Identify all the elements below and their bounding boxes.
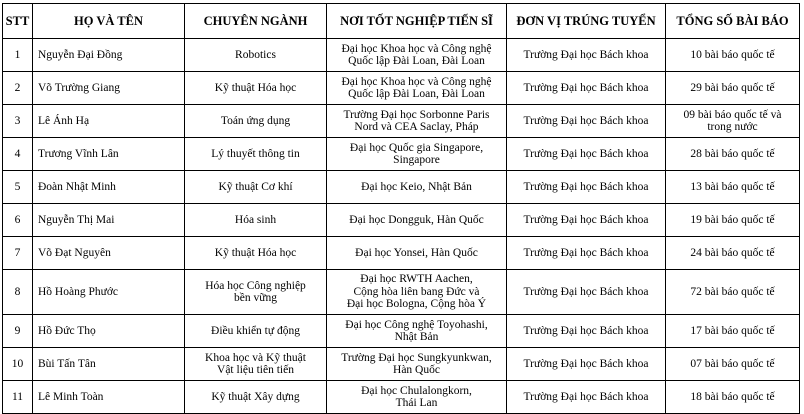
cell-papers-line: 24 bài báo quốc tế [690,246,775,259]
cell-phd-place-line: Đại học Chulalongkorn, [361,384,472,397]
cell-phd-place-line: Đại học Công nghệ Toyohashi, [345,318,488,331]
cell-phd-place-line: Đại học RWTH Aachen, [360,273,473,286]
cell-name: Trương Vĩnh Lân [33,138,185,171]
cell-phd-place-line: Đại học Quốc gia Singapore, [349,141,484,154]
cell-papers [666,315,800,348]
cell-name: Võ Trường Giang [33,72,185,105]
table-row [3,381,800,414]
cell-phd-place [327,105,507,138]
cell-stt: 3 [3,105,33,138]
cell-papers-line: 72 bài báo quốc tế [690,285,775,298]
table-row [3,39,800,72]
cell-major-line: Kỹ thuật Cơ khí [218,180,293,193]
table-row [3,171,800,204]
cell-unit: Trường Đại học Bách khoa [507,72,666,105]
cell-name: Nguyễn Đại Đồng [33,39,185,72]
table-body [3,39,800,414]
header-phd-place: NƠI TỐT NGHIỆP TIẾN SĨ [327,4,507,39]
cell-major [185,171,327,204]
cell-stt: 6 [3,204,33,237]
table-row [3,237,800,270]
cell-major [185,138,327,171]
cell-phd-place-line: Đại học Khoa học và Công nghệ [341,75,492,88]
table-row [3,348,800,381]
cell-major-line: Toán ứng dụng [220,114,291,127]
cell-phd-place [327,381,507,414]
cell-major [185,348,327,381]
cell-major-line: bền vững [234,292,277,304]
cell-papers [666,237,800,270]
cell-name: Võ Đạt Nguyên [33,237,185,270]
cell-major-line: Lý thuyết thông tin [211,147,300,160]
cell-stt: 7 [3,237,33,270]
table-row [3,138,800,171]
cell-stt: 4 [3,138,33,171]
cell-phd-place [327,315,507,348]
cell-phd-place-line: Đại học Dongguk, Hàn Quốc [349,213,484,226]
cell-unit: Trường Đại học Bách khoa [507,270,666,315]
cell-stt: 5 [3,171,33,204]
cell-phd-place [327,138,507,171]
cell-unit: Trường Đại học Bách khoa [507,138,666,171]
cell-phd-place-line: Quốc lập Đài Loan, Đài Loan [348,88,485,100]
cell-unit: Trường Đại học Bách khoa [507,39,666,72]
cell-papers-line: 09 bài báo quốc tế và [683,108,782,121]
cell-stt: 11 [3,381,33,414]
cell-major-line: Kỹ thuật Xây dựng [211,390,300,403]
cell-phd-place [327,204,507,237]
cell-major [185,105,327,138]
table-row [3,204,800,237]
cell-papers-line: 18 bài báo quốc tế [690,390,775,403]
cell-major [185,39,327,72]
cell-name: Hồ Hoàng Phước [33,270,185,315]
cell-phd-place-line: Trường Đại học Sungkyunkwan, [341,351,492,364]
cell-papers-line: 28 bài báo quốc tế [690,147,775,160]
cell-phd-place-line: Đại học Keio, Nhật Bản [361,180,472,193]
cell-papers [666,270,800,315]
cell-papers [666,204,800,237]
cell-phd-place [327,72,507,105]
table-row [3,105,800,138]
cell-major [185,72,327,105]
cell-papers [666,39,800,72]
cell-stt: 10 [3,348,33,381]
cell-papers-line: 29 bài báo quốc tế [690,81,775,94]
cell-papers [666,381,800,414]
cell-phd-place-line: Nhật Bản [394,331,439,343]
header-row [3,4,800,39]
cell-major-line: Hóa học Công nghiệp [205,279,306,292]
table-row [3,72,800,105]
cell-major [185,204,327,237]
cell-major-line: Robotics [235,48,276,61]
header-name: HỌ VÀ TÊN [33,4,185,39]
cell-major-line: Kỹ thuật Hóa học [214,81,297,94]
cell-major-line: Khoa học và Kỹ thuật [205,351,306,364]
cell-papers-line: 13 bài báo quốc tế [690,180,775,193]
cell-papers-line: 07 bài báo quốc tế [690,357,775,370]
researchers-table [2,3,800,414]
cell-major-line: Vật liệu tiên tiến [217,364,294,376]
cell-major [185,315,327,348]
cell-phd-place-line: Nord và CEA Saclay, Pháp [354,121,479,133]
cell-unit: Trường Đại học Bách khoa [507,381,666,414]
cell-unit: Trường Đại học Bách khoa [507,204,666,237]
cell-stt: 1 [3,39,33,72]
header-papers: TỔNG SỐ BÀI BÁO [666,4,800,39]
header-major: CHUYÊN NGÀNH [185,4,327,39]
cell-major [185,381,327,414]
cell-stt: 2 [3,72,33,105]
cell-papers-line: 10 bài báo quốc tế [690,48,775,61]
cell-unit: Trường Đại học Bách khoa [507,348,666,381]
cell-major-line: Hóa sinh [234,213,277,226]
cell-phd-place-line: Thái Lan [395,397,438,409]
cell-major [185,270,327,315]
cell-name: Đoàn Nhật Minh [33,171,185,204]
cell-phd-place-line: Singapore [393,154,440,166]
cell-phd-place-line: Hàn Quốc [393,364,440,376]
header-unit: ĐƠN VỊ TRÚNG TUYỂN [507,4,666,39]
cell-name: Nguyễn Thị Mai [33,204,185,237]
cell-unit: Trường Đại học Bách khoa [507,315,666,348]
cell-papers [666,138,800,171]
cell-unit: Trường Đại học Bách khoa [507,105,666,138]
cell-papers-line: trong nước [707,121,758,133]
cell-phd-place [327,171,507,204]
cell-phd-place-line: Đại học Yonsei, Hàn Quốc [355,246,478,259]
cell-phd-place [327,39,507,72]
table-row [3,270,800,315]
cell-major [185,237,327,270]
table-row [3,315,800,348]
cell-name: Bùi Tấn Tân [33,348,185,381]
cell-phd-place [327,348,507,381]
cell-papers [666,105,800,138]
cell-name: Lê Ánh Hạ [33,105,185,138]
cell-papers [666,72,800,105]
cell-papers [666,348,800,381]
cell-phd-place-line: Đại học Bologna, Cộng hòa Ý [346,298,487,311]
cell-name: Hồ Đức Thọ [33,315,185,348]
cell-papers-line: 19 bài báo quốc tế [690,213,775,226]
cell-unit: Trường Đại học Bách khoa [507,237,666,270]
cell-phd-place-line: Trường Đại học Sorbonne Paris [343,108,490,121]
cell-stt: 9 [3,315,33,348]
header-stt: STT [3,4,33,39]
cell-phd-place [327,237,507,270]
cell-phd-place-line: Quốc lập Đài Loan, Đài Loan [348,55,485,67]
cell-papers [666,171,800,204]
cell-major-line: Điều khiển tự động [211,324,300,337]
cell-phd-place [327,270,507,315]
cell-major-line: Kỹ thuật Hóa học [214,246,297,259]
cell-name: Lê Minh Toàn [33,381,185,414]
cell-phd-place-line: Cộng hòa liên bang Đức và [353,285,480,298]
cell-phd-place-line: Đại học Khoa học và Công nghệ [341,42,492,55]
cell-papers-line: 17 bài báo quốc tế [690,324,775,337]
cell-stt: 8 [3,270,33,315]
cell-unit: Trường Đại học Bách khoa [507,171,666,204]
